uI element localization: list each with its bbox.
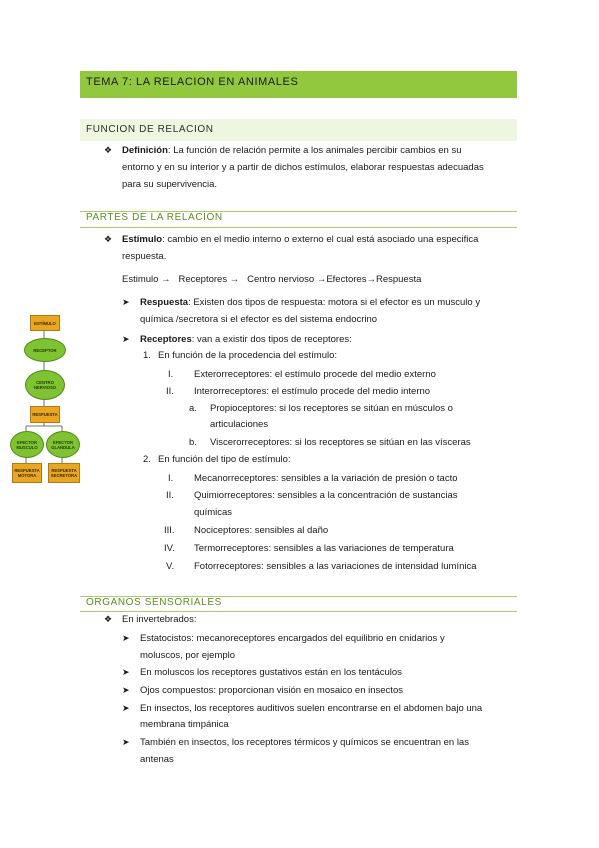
page-title: TEMA 7: LA RELACION EN ANIMALES <box>86 76 299 88</box>
letter-number: b. <box>189 437 197 448</box>
roman-number: IV. <box>164 543 175 554</box>
section-heading-organos: ORGANOS SENSORIALES <box>86 597 222 608</box>
definition-line: para su supervivencia. <box>122 179 218 190</box>
definition-line: entorno y en su interior y a partir de dichos estímulos, elaborar respuestas adecuadas <box>122 162 484 173</box>
respuesta-line: Respuesta: Existen dos tipos de respuesta: motora si el efector es un musculo y <box>140 297 481 308</box>
arrow-bullet-icon: ➤ <box>122 667 130 677</box>
diamond-bullet-icon: ❖ <box>104 145 113 155</box>
list-number: 2. <box>143 454 151 465</box>
diagram-estimulo-box: ESTÍMULO <box>30 315 60 331</box>
respuesta-line: química /secretora si el efector es del sistema endocrino <box>140 314 378 325</box>
list-item: Ojos compuestos: proporcionan visión en mosaico en insectos <box>140 685 403 696</box>
list-item: Exterorreceptores: el estímulo procede del medio externo <box>194 369 436 380</box>
list-item: Interorreceptores: el estímulo procede del medio interno <box>194 386 431 397</box>
section-rule <box>80 227 517 228</box>
diagram-efector-musculo-node: EFECTOR MUSCULO <box>10 431 44 458</box>
section-rule <box>80 596 517 597</box>
letter-number: a. <box>189 403 197 414</box>
definition-line: Definición: La función de relación permite a los animales percibir cambios en su <box>122 145 462 156</box>
receptores-line: Receptores: van a existir dos tipos de receptores: <box>140 334 352 345</box>
list-item: químicas <box>194 507 233 518</box>
roman-number: V. <box>166 561 175 572</box>
list-item: Quimiorreceptores: sensibles a la concentración de sustancias <box>194 490 458 501</box>
list-item: En función de la procedencia del estímulo: <box>158 350 338 361</box>
diagram-efector-glandula-node: EFECTOR GLANDULA <box>46 431 80 458</box>
arrow-bullet-icon: ➤ <box>122 703 130 713</box>
roman-number: II. <box>166 386 174 397</box>
list-number: 1. <box>143 350 151 361</box>
list-item: Estatocistos: mecanoreceptores encargados del equilibrio en cnidarios y <box>140 633 445 644</box>
list-item: membrana timpánica <box>140 719 229 730</box>
list-item: antenas <box>140 754 174 765</box>
list-item: Propioceptores: si los receptores se sitúan en músculos o <box>210 403 453 414</box>
list-item: En función del tipo de estímulo: <box>158 454 291 465</box>
arrow-bullet-icon: ➤ <box>122 685 130 695</box>
list-item: Fotorreceptores: sensibles a las variaciones de intensidad lumínica <box>194 561 477 572</box>
roman-number: I. <box>168 369 174 380</box>
list-item: Termorreceptores: sensibles a las variaciones de temperatura <box>194 543 454 554</box>
list-item: También en insectos, los receptores térmicos y químicos se encuentran en las <box>140 737 469 748</box>
estimulo-line: Estímulo: cambio en el medio interno o externo el cual está asociado una especifica <box>122 234 479 245</box>
relation-chain: Estimulo → Receptores → Centro nervioso →Efectores→Respuesta <box>122 274 422 285</box>
list-item: En moluscos los receptores gustativos están en los tentáculos <box>140 667 402 678</box>
roman-number: II. <box>166 490 174 501</box>
arrow-bullet-icon: ➤ <box>122 334 130 344</box>
estimulo-line: respuesta. <box>122 251 167 262</box>
diagram-respuesta-box: RESPUESTA <box>30 406 60 423</box>
list-item: articulaciones <box>210 419 269 430</box>
relation-diagram <box>8 310 90 488</box>
section-rule <box>80 211 517 212</box>
arrow-bullet-icon: ➤ <box>122 297 130 307</box>
diamond-bullet-icon: ❖ <box>104 234 113 244</box>
diagram-respuesta-motora-box: RESPUESTA MOTORA <box>12 463 42 483</box>
diamond-bullet-icon: ❖ <box>104 614 113 624</box>
list-item: Mecanorreceptores: sensibles a la variación de presión o tacto <box>194 473 458 484</box>
list-item: moluscos, por ejemplo <box>140 650 236 661</box>
roman-number: III. <box>164 525 175 536</box>
diagram-respuesta-secretora-box: RESPUESTA SECRETORA <box>48 463 80 483</box>
section-heading-partes: PARTES DE LA RELACION <box>86 212 223 223</box>
arrow-bullet-icon: ➤ <box>122 737 130 747</box>
list-item: Viscerorreceptores: si los receptores se sitúan en las vísceras <box>210 437 471 448</box>
diagram-receptor-node: RECEPTOR <box>24 338 66 362</box>
list-item: En invertebrados: <box>122 614 197 625</box>
roman-number: I. <box>168 473 174 484</box>
diagram-centro-node: CENTRO NERVIOSO <box>25 370 65 400</box>
list-item: En insectos, los receptores auditivos suelen encontrarse en el abdomen bajo una <box>140 703 483 714</box>
arrow-bullet-icon: ➤ <box>122 633 130 643</box>
list-item: Nociceptores: sensibles al daño <box>194 525 329 536</box>
section-heading-funcion: FUNCION DE RELACION <box>86 124 214 135</box>
